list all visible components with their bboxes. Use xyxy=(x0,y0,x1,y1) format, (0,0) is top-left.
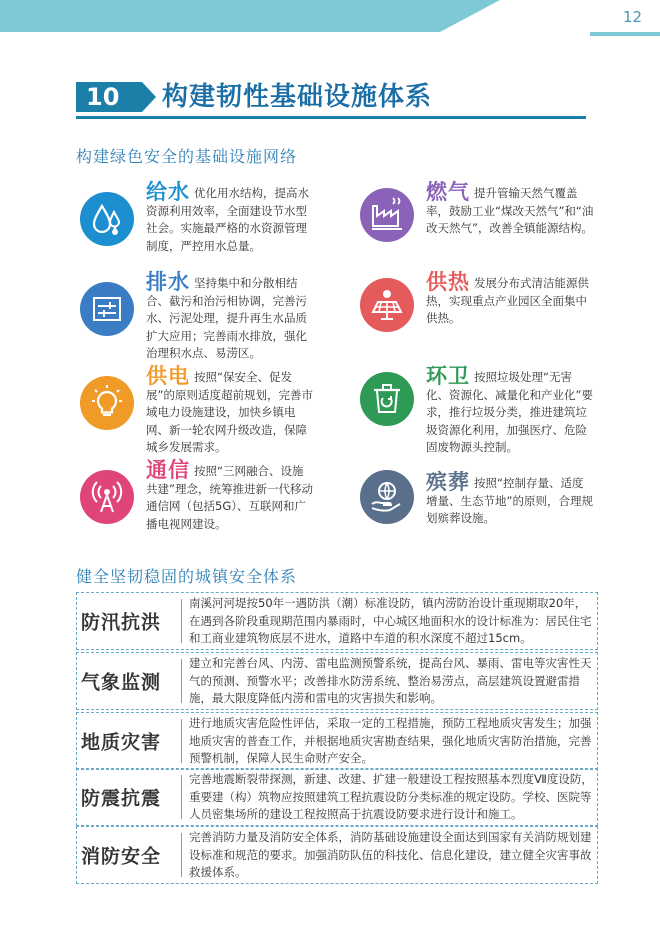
recycle-bin-icon xyxy=(360,372,414,426)
safety-text-flood: 南溪河河堤按50年一遇防洪（潮）标准设防，镇内涝防治设计重现期取20年，在遇到各阶段重现期范围内暴雨时，中心城区地面积水的设计标准为：居民住宅和工商业建筑物底层不进水，道路中车道的积水深度不超过15cm。 xyxy=(189,595,592,645)
page-number: 12 xyxy=(622,8,642,26)
infra-name-heating: 供热 xyxy=(426,270,470,294)
gas-factory-icon xyxy=(360,188,414,242)
safety-box-fire xyxy=(76,826,598,884)
section-title-infrastructure: 构建绿色安全的基础设施网络 xyxy=(76,147,298,166)
infra-desc-heating: 发展分布式清洁能源供热，实现重点产业园区全面集中供热。 xyxy=(426,276,589,325)
title-underline xyxy=(76,116,586,119)
safety-box-flood xyxy=(76,592,598,650)
safety-box-geology xyxy=(76,712,598,770)
infra-desc-power: 按照“保安全、促发展”的原则适度超前规划，完善市域电力设施建设，加快乡镇电网、新一轮农网升级改造，保障城乡发展需求。 xyxy=(146,370,313,454)
water-drops-icon xyxy=(80,192,134,246)
header-band xyxy=(0,0,500,32)
safety-text-weather: 建立和完善台风、内涝、雷电监测预警系统，提高台风、暴雨、雷电等灾害性天气的预测、预警水平；改善排水防涝系统、整治易涝点，高层建筑设置避雷措施，最大限度降低内涝和雷电的灾害损失和影响。 xyxy=(189,655,592,705)
safety-label-geology: 地质灾害 xyxy=(81,731,162,754)
safety-label-flood: 防汛抗洪 xyxy=(81,611,162,634)
drainage-pipe-icon xyxy=(80,282,134,336)
infra-desc-sanitation: 按照垃圾处理“无害化、资源化、减量化和产业化”要求，推行垃圾分类，推进建筑垃圾资源化利用，加强医疗、危险固废物源头控制。 xyxy=(426,370,593,454)
box-divider xyxy=(181,775,182,819)
infra-name-power: 供电 xyxy=(146,364,190,388)
infra-desc-gas: 提升管输天然气覆盖率，鼓励工业“煤改天然气”和“油改天然气”，改善全镇能源结构。 xyxy=(426,186,594,235)
safety-text-earthquake: 完善地震断裂带探测，新建、改建、扩建一般建设工程按照基本烈度Ⅶ度设防，重要建（构）筑物应按照建筑工程抗震设防分类标准的规定设防。学校、医院等人员密集场所的建设工程按照高于抗震设防要求进行设计和施工。 xyxy=(189,771,593,821)
hand-globe-icon xyxy=(360,470,414,524)
chapter-number: 10 xyxy=(76,82,142,112)
header-rule xyxy=(590,32,660,36)
box-divider xyxy=(181,599,182,643)
safety-box-earthquake xyxy=(76,768,598,826)
safety-label-weather: 气象监测 xyxy=(81,671,162,694)
box-divider xyxy=(181,719,182,763)
infra-name-gas: 燃气 xyxy=(426,180,470,204)
page-title: 构建韧性基础设施体系 xyxy=(162,82,433,112)
signal-tower-icon xyxy=(80,470,134,524)
section-title-safety: 健全坚韧稳固的城镇安全体系 xyxy=(76,567,298,586)
safety-text-geology: 进行地质灾害危险性评估，采取一定的工程措施，预防工程地质灾害发生；加强地质灾害的普查工作，并根据地质灾害勘查结果，强化地质灾害防治措施，完善预警机制，保障人民生命财产安全。 xyxy=(189,715,592,765)
infra-name-water: 给水 xyxy=(146,180,190,204)
solar-panel-icon xyxy=(360,278,414,332)
infra-desc-drainage: 坚持集中和分散相结合、截污和治污相协调，完善污水、污泥处理，提升再生水品质扩大应用；完善雨水排放，强化治理积水点、易涝区。 xyxy=(146,276,307,360)
infra-name-sanitation: 环卫 xyxy=(426,364,470,388)
infra-name-telecom: 通信 xyxy=(146,458,190,482)
infra-desc-funeral: 按照“控制存量、适度增量、生态节地”的原则，合理规划殡葬设施。 xyxy=(426,476,593,525)
lightbulb-icon xyxy=(80,376,134,430)
box-divider xyxy=(181,833,182,877)
infra-name-drainage: 排水 xyxy=(146,270,190,294)
safety-box-weather xyxy=(76,652,598,710)
safety-label-earthquake: 防震抗震 xyxy=(81,787,162,810)
infra-name-funeral: 殡葬 xyxy=(426,470,470,494)
box-divider xyxy=(181,659,182,703)
infra-desc-telecom: 按照“三网融合、设施共建”理念，统筹推进新一代移动通信网（包括5G）、互联网和广播电视网建设。 xyxy=(146,464,313,531)
safety-text-fire: 完善消防力量及消防安全体系，消防基础设施建设全面达到国家有关消防规划建设标准和规范的要求。加强消防队伍的科技化、信息化建设，建立健全灾害事故救援体系。 xyxy=(189,829,592,879)
infra-desc-water: 优化用水结构，提高水资源利用效率，全面建设节水型社会。实施最严格的水资源管理制度，严控用水总量。 xyxy=(146,186,309,253)
safety-label-fire: 消防安全 xyxy=(81,845,162,868)
